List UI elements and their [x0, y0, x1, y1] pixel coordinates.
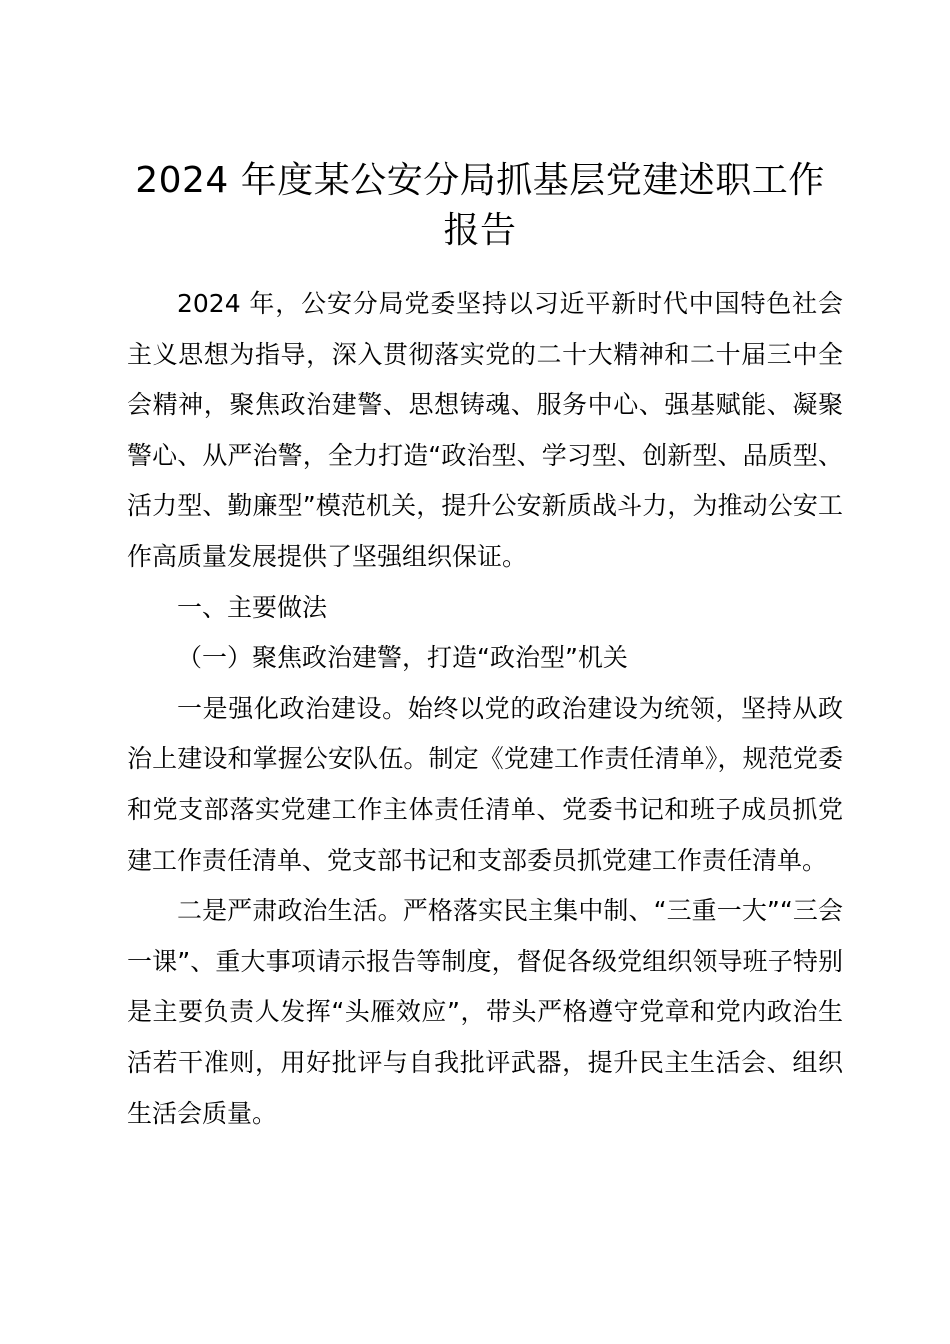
subsection-heading: （一）聚焦政治建警，打造“政治型”机关 — [177, 643, 628, 673]
document-body — [127, 279, 843, 1139]
point-paragraph-1: 一是强化政治建设。始终以党的政治建设为统领，坚持从政治上建设和掌握公安队伍。制定《党建工作责任清单》，规范党委和党支部落实党建工作主体责任清单、党委书记和班子成员抓党建工作责任清单、党支部书记和支部委员抓党建工作责任清单。 — [127, 693, 843, 875]
intro-paragraph: 2024 年，公安分局党委坚持以习近平新时代中国特色社会主义思想为指导，深入贯彻落实党的二十大精神和二十届三中全会精神，聚焦政治建警、思想铸魂、服务中心、强基赋能、凝聚警心、从严治警，全力打造“政治型、学习型、创新型、品质型、活力型、勤廉型”模范机关，提升公安新质战斗力，为推动公安工作高质量发展提供了坚强组织保证。 — [127, 289, 843, 571]
section-heading: 一、主要做法 — [177, 592, 328, 622]
point-paragraph-2: 二是严肃政治生活。严格落实民主集中制、“三重一大”“三会一课”、重大事项请示报告等制度，督促各级党组织领导班子特别是主要负责人发挥“头雁效应”，带头严格遵守党章和党内政治生活若干准则，用好批评与自我批评武器，提升民主生活会、组织生活会质量。 — [127, 896, 843, 1128]
document-title: 2024 年度某公安分局抓基层党建述职工作报告 — [135, 160, 825, 251]
